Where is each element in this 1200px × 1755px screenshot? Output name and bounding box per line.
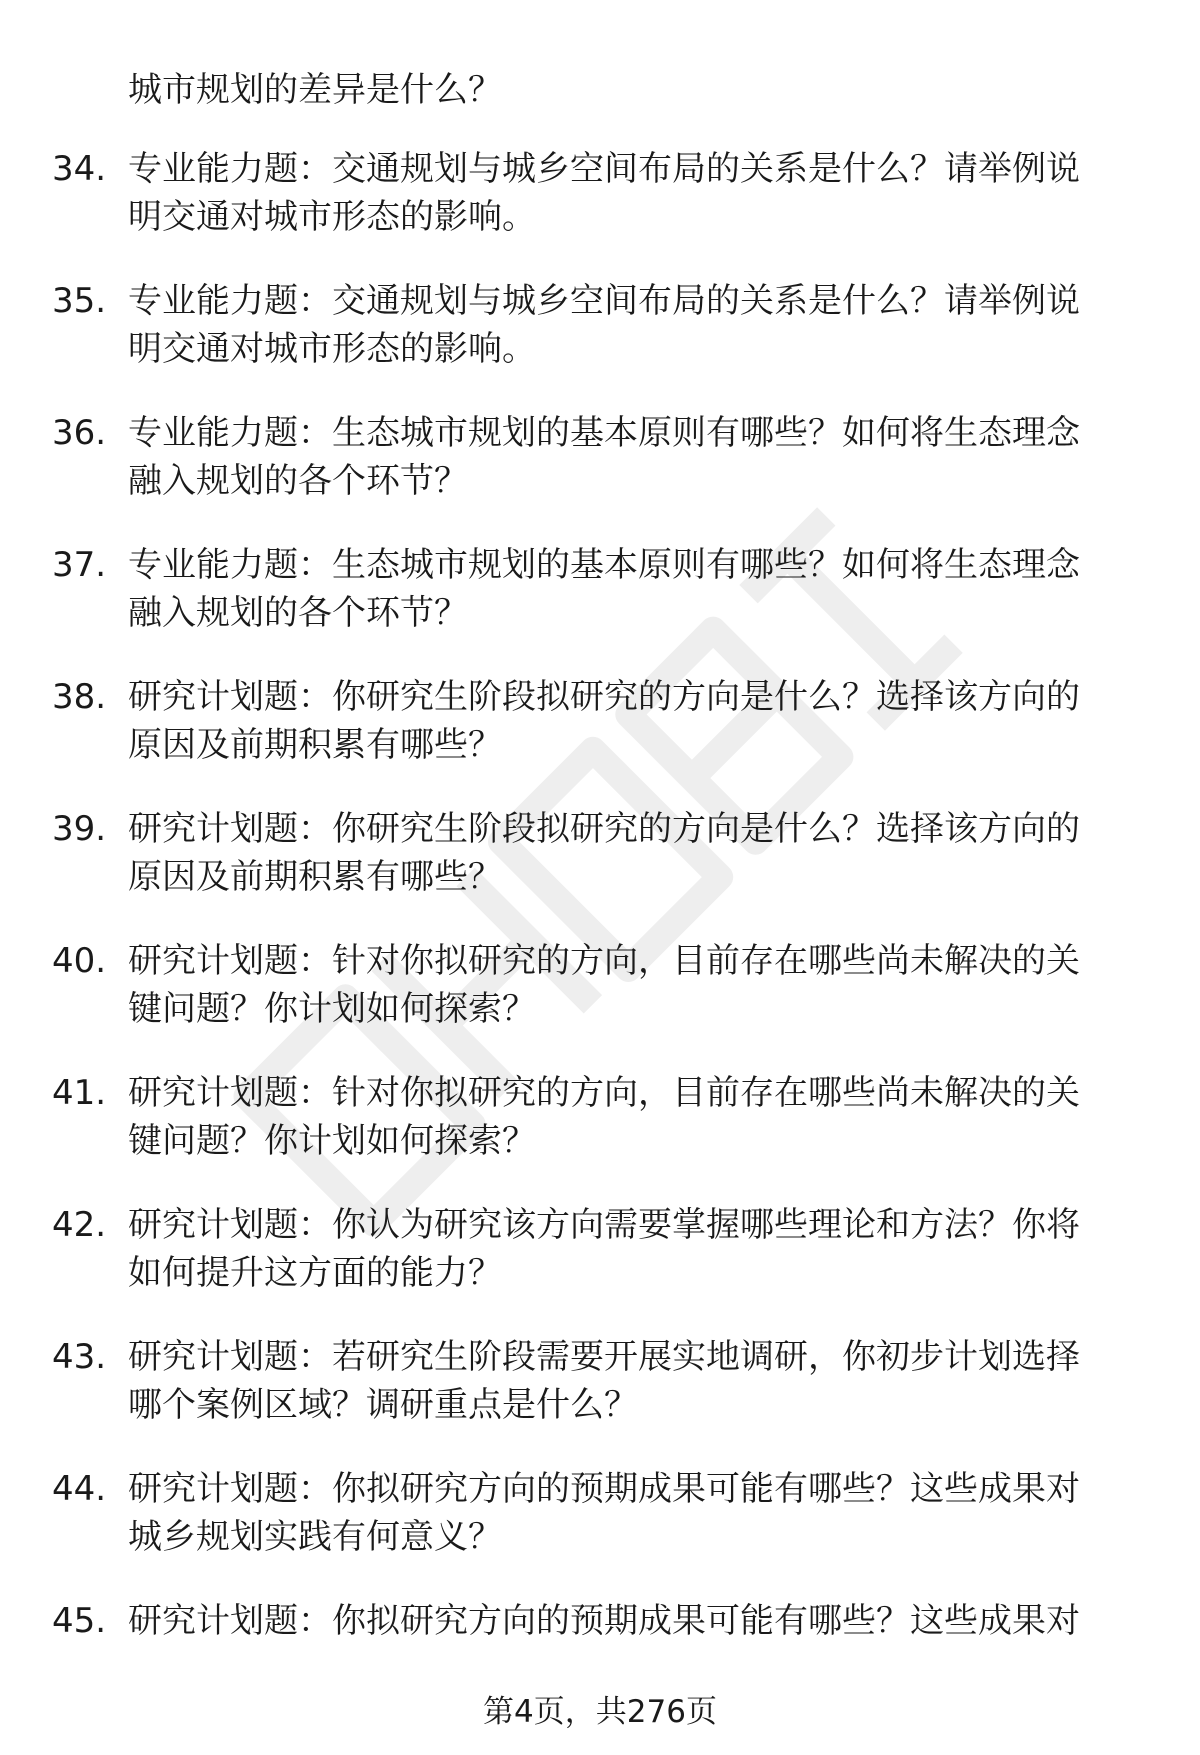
question-line: 研究计划题：你研究生阶段拟研究的方向是什么？选择该方向的 <box>128 809 1080 849</box>
question-line: 专业能力题：交通规划与城乡空间布局的关系是什么？请举例说 <box>128 149 1080 189</box>
question-line: 研究计划题：若研究生阶段需要开展实地调研，你初步计划选择 <box>128 1337 1080 1377</box>
question-line: 研究计划题：针对你拟研究的方向，目前存在哪些尚未解决的关 <box>128 1073 1080 1113</box>
question-text <box>128 541 1138 637</box>
question-line: 研究计划题：你拟研究方向的预期成果可能有哪些？这些成果对 <box>128 1601 1080 1641</box>
question-list <box>0 145 1200 1729</box>
continuation-text: 城市规划的差异是什么？ <box>128 70 502 110</box>
question-number: 45. <box>52 1601 107 1641</box>
question-number: 43. <box>52 1337 107 1377</box>
question-number: 34. <box>52 149 107 189</box>
list-item <box>0 145 1200 277</box>
question-text <box>128 1333 1138 1429</box>
question-text <box>128 937 1138 1033</box>
question-number: 42. <box>52 1205 107 1245</box>
list-item <box>0 805 1200 937</box>
question-line: 研究计划题：你拟研究方向的预期成果可能有哪些？这些成果对 <box>128 1469 1080 1509</box>
question-text <box>128 673 1138 769</box>
list-item <box>0 1069 1200 1201</box>
question-line: 研究计划题：针对你拟研究的方向，目前存在哪些尚未解决的关 <box>128 941 1080 981</box>
question-line: 研究计划题：你研究生阶段拟研究的方向是什么？选择该方向的 <box>128 677 1080 717</box>
question-line: 键问题？你计划如何探索？ <box>128 989 536 1029</box>
question-number: 39. <box>52 809 107 849</box>
question-line: 键问题？你计划如何探索？ <box>128 1121 536 1161</box>
question-text <box>128 1201 1138 1297</box>
question-text <box>128 145 1138 241</box>
question-line: 研究计划题：你认为研究该方向需要掌握哪些理论和方法？你将 <box>128 1205 1080 1245</box>
list-item <box>0 937 1200 1069</box>
list-item <box>0 277 1200 409</box>
question-line: 明交通对城市形态的影响。 <box>128 197 536 237</box>
question-number: 36. <box>52 413 107 453</box>
list-item <box>0 1333 1200 1465</box>
question-line: 融入规划的各个环节？ <box>128 593 468 633</box>
question-line: 明交通对城市形态的影响。 <box>128 329 536 369</box>
list-item <box>0 1465 1200 1597</box>
question-number: 35. <box>52 281 107 321</box>
question-number: 40. <box>52 941 107 981</box>
question-line: 城乡规划实践有何意义？ <box>128 1517 502 1557</box>
question-line: 原因及前期积累有哪些？ <box>128 725 502 765</box>
question-text <box>128 1597 1138 1645</box>
question-text <box>128 1069 1138 1165</box>
question-number: 41. <box>52 1073 107 1113</box>
question-line: 专业能力题：生态城市规划的基本原则有哪些？如何将生态理念 <box>128 545 1080 585</box>
list-item <box>0 673 1200 805</box>
question-line: 哪个案例区域？调研重点是什么？ <box>128 1385 638 1425</box>
question-line: 原因及前期积累有哪些？ <box>128 857 502 897</box>
question-text <box>128 409 1138 505</box>
question-number: 38. <box>52 677 107 717</box>
list-item <box>0 409 1200 541</box>
list-item <box>0 1201 1200 1333</box>
question-line: 如何提升这方面的能力？ <box>128 1253 502 1293</box>
question-text <box>128 277 1138 373</box>
question-line: 专业能力题：交通规划与城乡空间布局的关系是什么？请举例说 <box>128 281 1080 321</box>
question-line: 融入规划的各个环节？ <box>128 461 468 501</box>
question-text <box>128 805 1138 901</box>
question-text <box>128 1465 1138 1561</box>
question-number: 37. <box>52 545 107 585</box>
page-footer: 第4页，共276页 <box>483 1694 717 1730</box>
question-number: 44. <box>52 1469 107 1509</box>
question-line: 专业能力题：生态城市规划的基本原则有哪些？如何将生态理念 <box>128 413 1080 453</box>
list-item <box>0 541 1200 673</box>
